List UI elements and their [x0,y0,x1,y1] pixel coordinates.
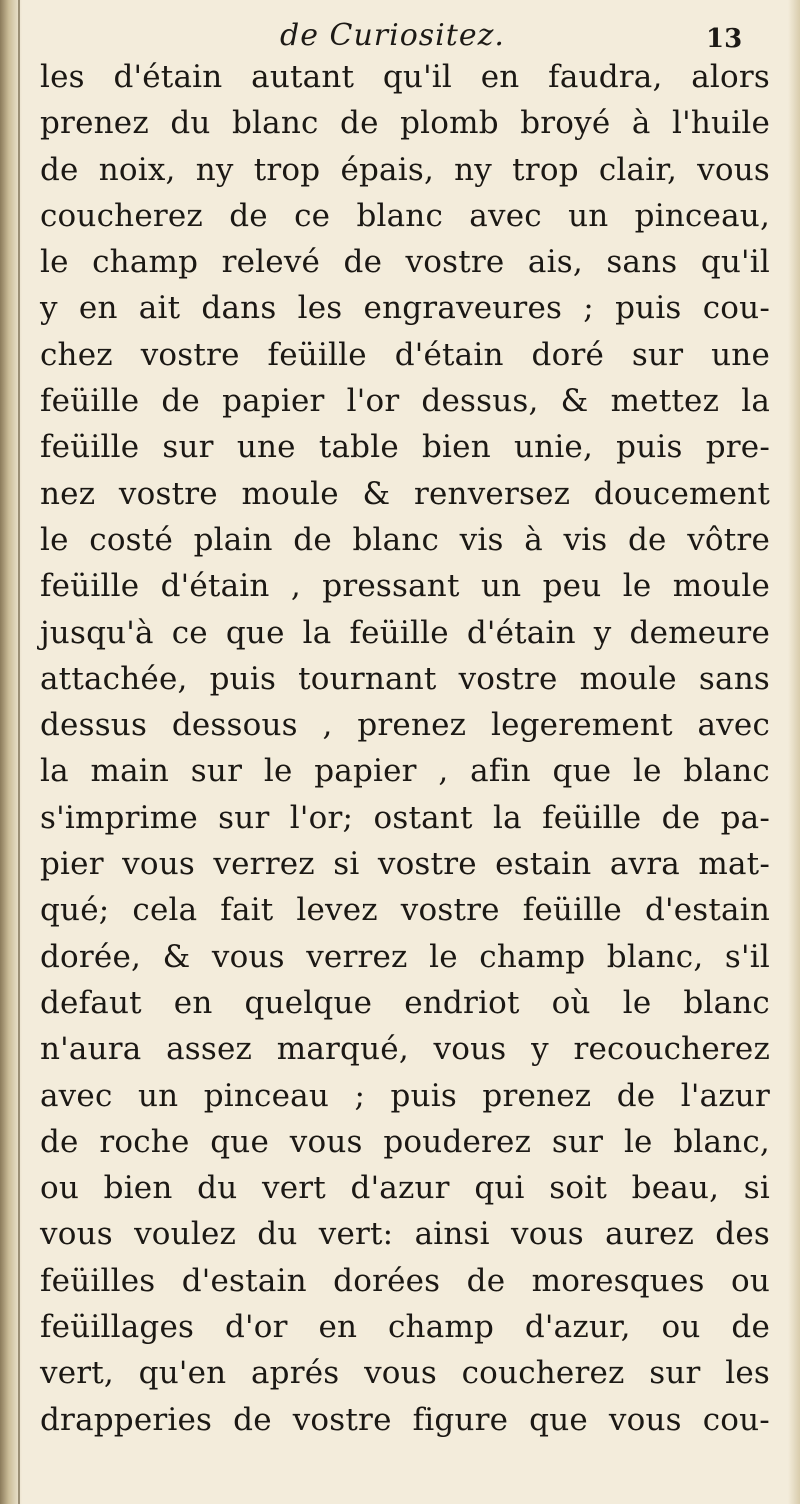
text-line: s'imprime sur l'or; ostant la feüille de pa- [40,799,770,836]
text-line: nez vostre moule & renversez doucement [40,475,770,512]
text-line: la main sur le papier , afin que le blanc [40,753,770,790]
text-line: chez vostre feüille d'étain doré sur une [40,336,770,373]
text-line: ou bien du vert d'azur qui soit beau, si [40,1170,770,1207]
text-line: jusqu'à ce que la feüille d'étain y demeure [40,614,770,651]
text-line: avec un pinceau ; puis prenez de l'azur [40,1077,770,1114]
text-line: dorée, & vous verrez le champ blanc, s'il [40,938,770,975]
text-line: feüille de papier l'or dessus, & mettez la [40,383,770,420]
text-line: le champ relevé de vostre ais, sans qu'il [40,244,770,281]
text-line: pier vous verrez si vostre estain avra mat- [40,846,770,883]
text-line: drapperies de vostre figure que vous cou- [40,1401,770,1438]
text-line: dessus dessous , prenez legerement avec [40,707,770,744]
page-header [0,18,800,58]
text-line: feüilles d'estain dorées de moresques ou [40,1262,770,1299]
text-line: attachée, puis tournant vostre moule sans [40,660,770,697]
text-line: vert, qu'en aprés vous coucherez sur les [40,1355,770,1392]
page-right-edge [788,0,800,1504]
page-gutter-line [18,0,20,1504]
text-line: de noix, ny trop épais, ny trop clair, vous [40,151,770,188]
text-line: vous voulez du vert: ainsi vous aurez des [40,1216,770,1253]
text-line: les d'étain autant qu'il en faudra, alors [40,59,770,95]
text-line: feüille sur une table bien unie, puis pre- [40,429,770,466]
body-text [40,54,770,1443]
text-line: feüille d'étain , pressant un peu le moule [40,568,770,605]
text-line: coucherez de ce blanc avec un pinceau, [40,197,770,234]
text-line: n'aura assez marqué, vous y recoucherez [40,1031,770,1068]
text-line: de roche que vous pouderez sur le blanc, [40,1123,770,1160]
page-number: 13 [706,24,743,54]
text-line: defaut en quelque endriot où le blanc [40,984,770,1021]
running-title: de Curiositez. [280,18,505,53]
text-line: prenez du blanc de plomb broyé à l'huile [40,105,770,142]
text-line: qué; cela fait levez vostre feüille d'estain [40,892,770,929]
text-line: y en ait dans les engraveures ; puis cou- [40,290,770,327]
text-line: feüillages d'or en champ d'azur, ou de [40,1309,770,1346]
text-line: le costé plain de blanc vis à vis de vôtre [40,521,770,558]
